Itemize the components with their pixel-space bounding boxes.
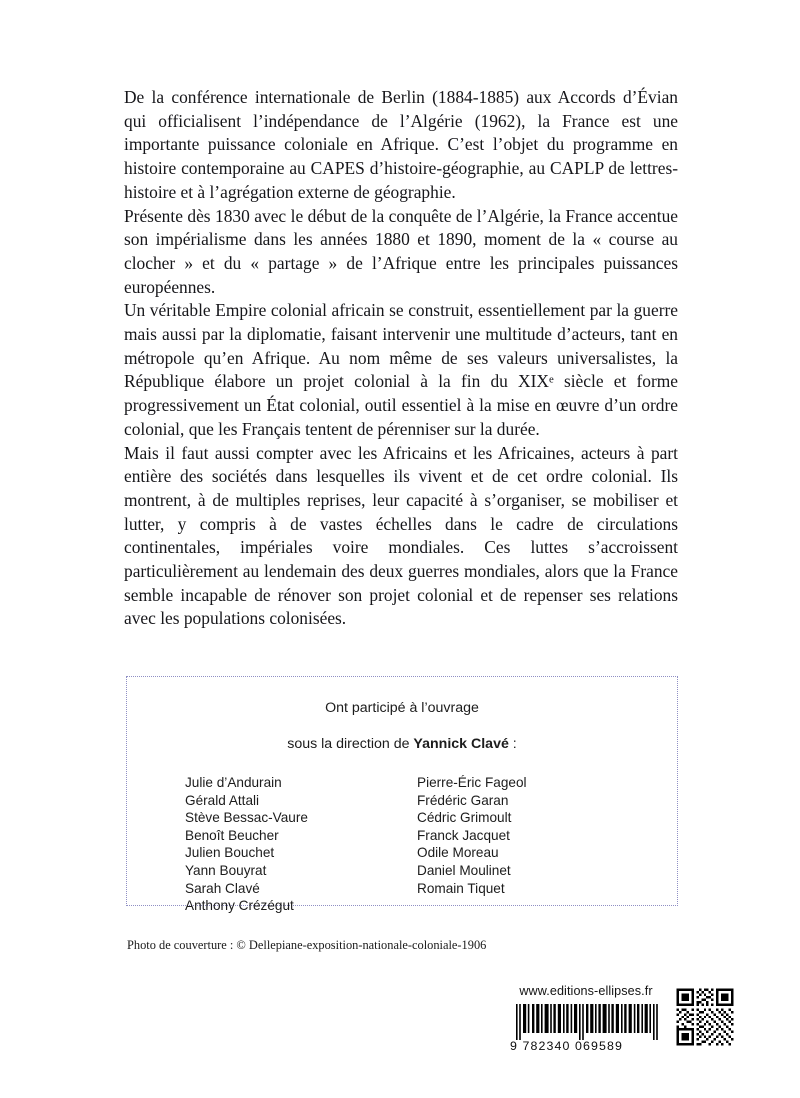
blurb-paragraph-2 bbox=[124, 205, 678, 300]
blurb-paragraph-3 bbox=[124, 299, 678, 441]
paragraph-text: Un véritable Empire colonial africain se construit, essentiellement par la guerre mais aussi par la diplomatie, faisant intervenir une multitude d’acteurs, tant en métropole qu’en Afrique. Au nom même de ses valeurs universalistes, la République élabore un projet colonial à la fin du XIX bbox=[124, 300, 678, 392]
list-item: Pierre-Éric Fageol bbox=[417, 775, 527, 790]
list-item: Romain Tiquet bbox=[417, 880, 505, 896]
list-item: Gérald Attali bbox=[185, 792, 260, 808]
list-item: Franck Jacquet bbox=[417, 827, 510, 843]
blurb-paragraph-1 bbox=[124, 86, 678, 205]
list-item: Julie d’Andurain bbox=[185, 775, 282, 790]
ean13-barcode-icon bbox=[506, 1004, 666, 1040]
contributors-left-column bbox=[185, 774, 417, 915]
photo-credit: Photo de couverture : © Dellepiane-exposition-nationale-coloniale-1906 bbox=[127, 938, 487, 952]
direction-prefix: sous la direction de bbox=[287, 736, 414, 752]
paragraph-text: Présente dès 1830 avec le début de la conquête de l’Algérie, la France accentue son impérialisme dans les années 1880 et 1890, moment de la « course au clocher » et du « partage » de l’Afrique entre les principales puissances européennes. bbox=[124, 205, 678, 297]
list-item: Yann Bouyrat bbox=[185, 862, 267, 878]
list-item: Sarah Clavé bbox=[185, 880, 260, 896]
contributors-right-column bbox=[417, 774, 647, 915]
contributors-title: Ont participé à l’ouvrage bbox=[325, 700, 479, 716]
isbn-digits: 9 782340 069589 bbox=[510, 1039, 623, 1053]
blurb-paragraph-4 bbox=[124, 442, 678, 632]
list-item: Stève Bessac-Vaure bbox=[185, 810, 308, 826]
direction-suffix: : bbox=[508, 736, 517, 752]
paragraph-text: De la conférence internationale de Berlin (1884-1885) aux Accords d’Évian qui officialisent l’indépendance de l’Algérie (1962), la France est une importante puissance coloniale en Afrique. C’est l’objet du programme en histoire contemporaine au CAPES d’histoire-géographie, au CAPLP de lettres-histoire et à l’agrégation externe de géographie. bbox=[124, 87, 678, 202]
contributors-columns bbox=[127, 774, 677, 915]
list-item: Cédric Grimoult bbox=[417, 810, 512, 826]
contributors-box bbox=[126, 676, 678, 914]
paragraph-text-continued: siècle et forme progressivement un État colonial, outil essentiel à la mise en œuvre d’un ordre colonial, que les Français tentent de pérenniser sur la durée. bbox=[124, 371, 678, 439]
publisher-website-url[interactable]: www.editions-ellipses.fr bbox=[519, 984, 653, 998]
list-item: Daniel Moulinet bbox=[417, 862, 511, 878]
director-name: Yannick Clavé bbox=[413, 736, 509, 752]
isbn-barcode bbox=[506, 1004, 666, 1053]
paragraph-text: Mais il faut aussi compter avec les Africains et les Africaines, acteurs à part entière des sociétés dans lesquelles ils vivent et de cet ordre colonial. Ils montrent, à de multiples reprises, leur capacité à s’organiser, se mobiliser et lutter, y compris à de vastes échelles dans le cadre de circulations continentales, impériales voire mondiales. Ces luttes s’accroissent particulièrement au lendemain des deux guerres mondiales, alors que la France semble incapable de rénover son projet colonial et de repenser ses relations avec les populations colonisées. bbox=[124, 442, 678, 629]
qr-code-icon bbox=[674, 986, 736, 1048]
list-item: Anthony Crézégut bbox=[185, 898, 294, 914]
back-cover-blurb bbox=[124, 86, 678, 631]
list-item: Benoît Beucher bbox=[185, 827, 279, 843]
list-item: Frédéric Garan bbox=[417, 792, 509, 808]
list-item: Odile Moreau bbox=[417, 845, 499, 861]
publisher-block bbox=[506, 984, 736, 1053]
contributors-direction bbox=[127, 736, 677, 752]
list-item: Julien Bouchet bbox=[185, 845, 275, 861]
century-superscript: e bbox=[548, 373, 554, 386]
